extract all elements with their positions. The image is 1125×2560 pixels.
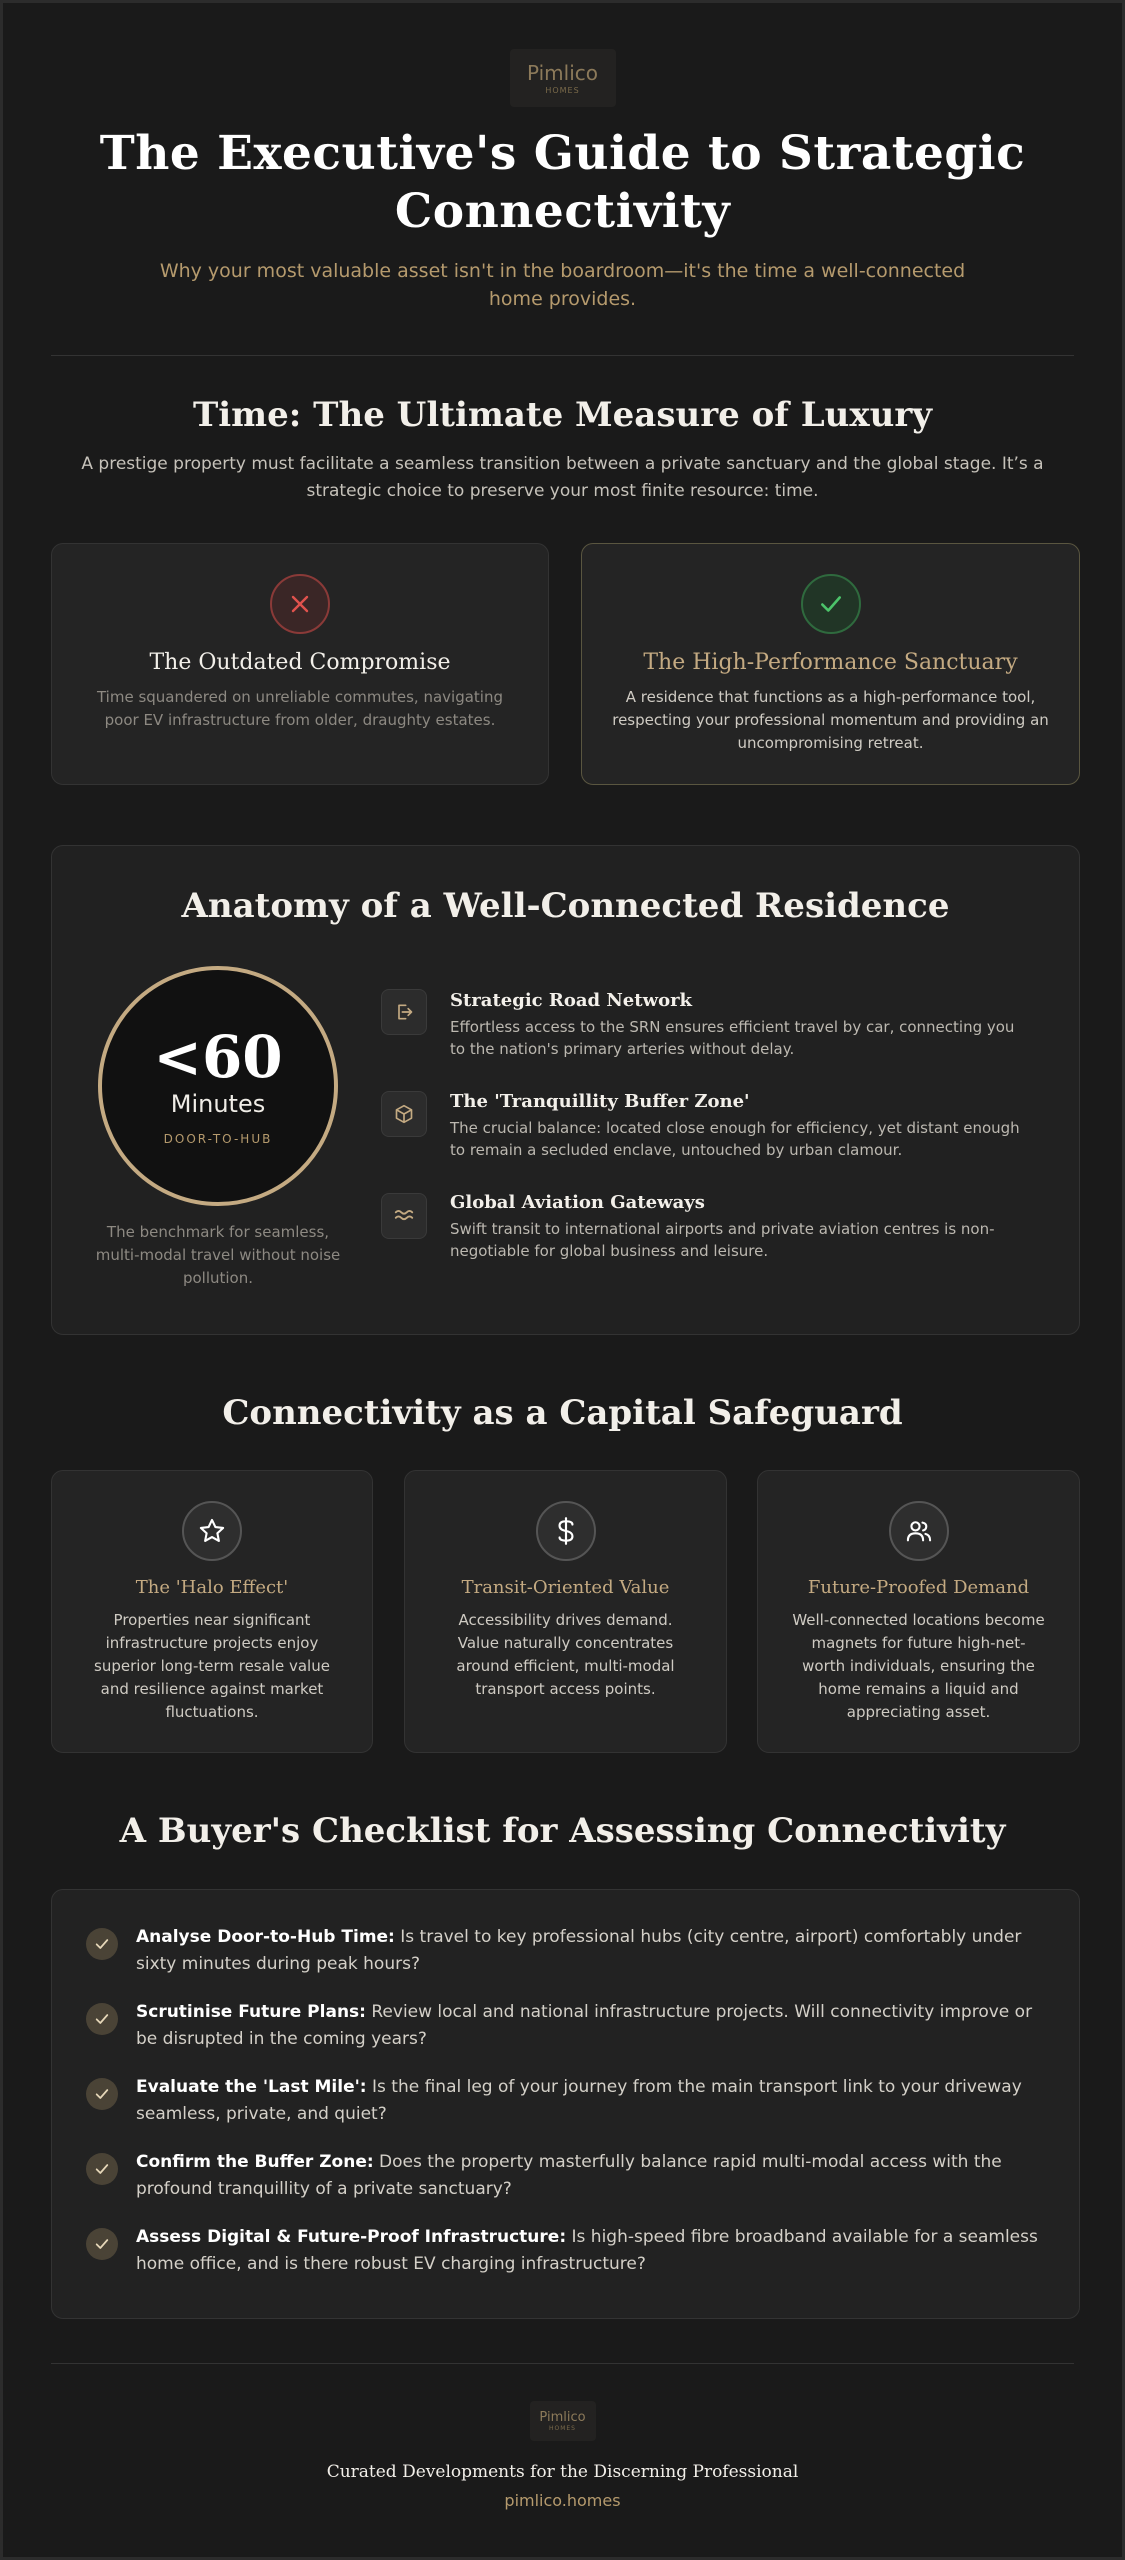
dollar-icon bbox=[536, 1501, 596, 1561]
anatomy-title: Anatomy of a Well-Connected Residence bbox=[181, 886, 950, 926]
checklist-text bbox=[136, 2149, 1045, 2203]
brand-name: Pimlico bbox=[526, 61, 598, 85]
check-icon bbox=[86, 2228, 118, 2260]
future-demand-text: Well-connected locations become magnets for future high-net-worth individuals, ensuring the home remains a liquid and appreciating asset. bbox=[792, 1611, 1045, 1721]
divider bbox=[51, 2363, 1074, 2364]
brand-name: Pimlico bbox=[539, 2410, 586, 2425]
checklist-label: Scrutinise Future Plans: bbox=[136, 2002, 366, 2022]
feature-text: The crucial balance: located close enough for efficiency, yet distant enough to remain a secluded enclave, untouched by urban clamour. bbox=[450, 1119, 1020, 1159]
page-title: The Executive's Guide to Strategic Connectivity bbox=[99, 126, 1026, 239]
stat-caption: The benchmark for seamless, multi-modal travel without noise pollution. bbox=[95, 1223, 341, 1287]
door-to-hub-stat bbox=[98, 966, 338, 1206]
cube-icon bbox=[381, 1091, 427, 1137]
check-icon bbox=[86, 2078, 118, 2110]
exit-icon bbox=[381, 989, 427, 1035]
brand-sub: HOMES bbox=[545, 86, 580, 95]
halo-effect-title: The 'Halo Effect' bbox=[135, 1577, 289, 1598]
checklist-label: Assess Digital & Future-Proof Infrastructure: bbox=[136, 2227, 567, 2247]
compromise-text: Time squandered on unreliable commutes, navigating poor EV infrastructure from older, draughty estates. bbox=[96, 688, 504, 729]
checklist-panel bbox=[51, 1889, 1080, 2319]
feature-title: The 'Tranquillity Buffer Zone' bbox=[450, 1091, 750, 1112]
feature-text: Effortless access to the SRN ensures efficient travel by car, connecting you to the nation's primary arteries without delay. bbox=[450, 1018, 1015, 1058]
checklist-detail: Is travel to key professional hubs (city centre, airport) comfortably under sixty minutes during peak hours? bbox=[136, 1927, 1022, 1974]
stat-value: <60 bbox=[153, 1023, 283, 1091]
capital-section-title: Connectivity as a Capital Safeguard bbox=[222, 1393, 903, 1433]
footer-logo[interactable] bbox=[530, 2401, 596, 2441]
footer-link[interactable]: pimlico.homes bbox=[504, 2491, 621, 2510]
stat-label: DOOR-TO-HUB bbox=[163, 1132, 273, 1146]
feature-text: Swift transit to international airports and private aviation centres is non-negotiable for global business and leisure. bbox=[450, 1220, 995, 1260]
brand-logo[interactable] bbox=[510, 49, 616, 107]
checklist-detail: Is high-speed fibre broadband available for a seamless home office, and is there robust EV charging infrastructure? bbox=[136, 2227, 1038, 2274]
checklist-detail: Does the property masterfully balance rapid multi-modal access with the profound tranquillity of a private sanctuary? bbox=[136, 2152, 1002, 2199]
halo-effect-text: Properties near significant infrastructure projects enjoy superior long-term resale value and resilience against market fluctuations. bbox=[94, 1611, 330, 1721]
waves-icon bbox=[381, 1193, 427, 1239]
checklist-text bbox=[136, 2224, 1045, 2278]
checklist-text bbox=[136, 1924, 1045, 1978]
future-demand-title: Future-Proofed Demand bbox=[807, 1577, 1030, 1598]
checklist-detail: Is the final leg of your journey from the main transport link to your driveway seamless, private, and quiet? bbox=[136, 2077, 1022, 2124]
anatomy-panel bbox=[51, 845, 1080, 1335]
feature-title: Strategic Road Network bbox=[450, 990, 693, 1011]
compromise-title: The Outdated Compromise bbox=[149, 650, 451, 675]
transit-value-text: Accessibility drives demand. Value naturally concentrates around efficient, multi-modal transport access points. bbox=[456, 1611, 675, 1698]
time-section-title: Time: The Ultimate Measure of Luxury bbox=[192, 395, 933, 435]
footer-tagline: Curated Developments for the Discerning Professional bbox=[326, 2462, 799, 2482]
transit-value-title: Transit-Oriented Value bbox=[461, 1577, 670, 1598]
divider bbox=[51, 355, 1074, 356]
stat-unit: Minutes bbox=[170, 1090, 266, 1118]
check-icon bbox=[86, 2153, 118, 2185]
checklist-label: Analyse Door-to-Hub Time: bbox=[136, 1927, 395, 1947]
sanctuary-title: The High-Performance Sanctuary bbox=[643, 650, 1018, 675]
x-icon bbox=[270, 574, 330, 634]
future-demand-card bbox=[757, 1470, 1080, 1753]
compromise-card bbox=[51, 543, 549, 785]
checklist-label: Confirm the Buffer Zone: bbox=[136, 2152, 374, 2172]
feature-title: Global Aviation Gateways bbox=[450, 1192, 705, 1213]
brand-sub: HOMES bbox=[548, 2425, 576, 2432]
check-icon bbox=[801, 574, 861, 634]
checklist-label: Evaluate the 'Last Mile': bbox=[136, 2077, 367, 2097]
star-icon bbox=[182, 1501, 242, 1561]
time-section-text: A prestige property must facilitate a seamless transition between a private sanctuary and the global stage. It’s a strategic choice to preserve your most finite resource: time. bbox=[81, 454, 1044, 501]
check-icon bbox=[86, 2003, 118, 2035]
checklist-text bbox=[136, 1999, 1045, 2053]
checklist-detail: Review local and national infrastructure projects. Will connectivity improve or be disrupted in the coming years? bbox=[136, 2002, 1033, 2049]
sanctuary-text: A residence that functions as a high-performance tool, respecting your professional momentum and providing an uncompromising retreat. bbox=[612, 688, 1049, 752]
checklist-text bbox=[136, 2074, 1045, 2128]
transit-value-card bbox=[404, 1470, 727, 1753]
page-subtitle: Why your most valuable asset isn't in the boardroom—it's the time a well-connected home provides. bbox=[159, 260, 966, 310]
sanctuary-card bbox=[581, 543, 1080, 785]
halo-effect-card bbox=[51, 1470, 373, 1753]
check-icon bbox=[86, 1928, 118, 1960]
checklist-title: A Buyer's Checklist for Assessing Connectivity bbox=[119, 1811, 1006, 1851]
users-icon bbox=[889, 1501, 949, 1561]
